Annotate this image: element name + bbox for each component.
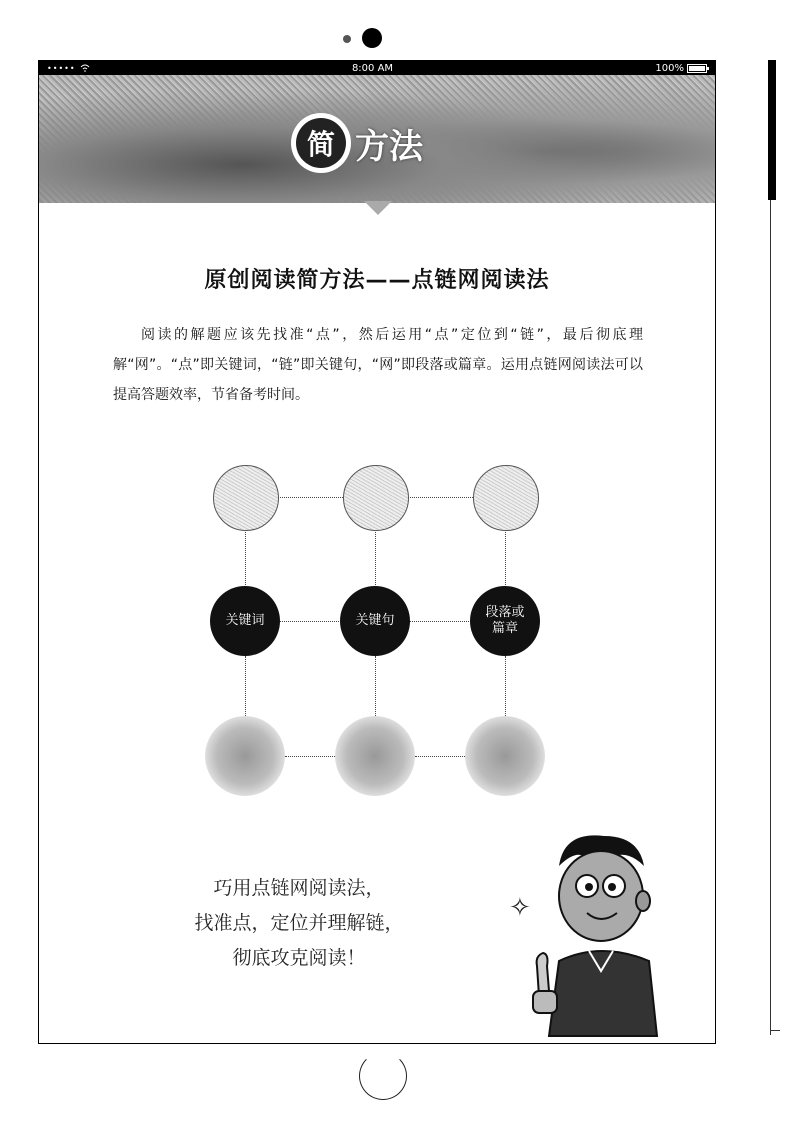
node-paragraph <box>470 586 540 656</box>
node-paragraph-line1: 段落或 <box>485 605 525 620</box>
cartoon-boy-illustration <box>519 821 669 1041</box>
status-time: 8:00 AM <box>351 62 394 74</box>
signal-icon: ••••• <box>47 63 76 73</box>
slogan-line-1: 巧用点链网阅读法， <box>213 877 385 899</box>
next-page-edge <box>768 60 776 200</box>
connector-line <box>245 656 246 716</box>
battery-icon <box>687 64 707 73</box>
top-node <box>343 465 409 531</box>
node-keyword-label: 关键词 <box>225 613 265 628</box>
home-button[interactable] <box>359 1052 407 1100</box>
node-key-sentence-label: 关键句 <box>355 613 395 628</box>
connector-line <box>505 529 506 587</box>
status-left <box>47 64 90 73</box>
node-keyword <box>210 586 280 656</box>
wifi-icon <box>80 64 90 72</box>
connector-line <box>505 656 506 716</box>
tablet-screen <box>38 60 716 1044</box>
status-bar <box>39 61 715 75</box>
header-banner <box>39 75 715 203</box>
banner-logo <box>291 113 423 173</box>
battery-indicator <box>655 63 707 74</box>
camera-lens <box>362 28 382 48</box>
node-key-sentence <box>340 586 410 656</box>
node-paragraph-label <box>485 605 524 637</box>
bottom-node <box>335 716 415 796</box>
slogan-line-2: 找准点，定位并理解链， <box>194 912 404 934</box>
banner-notch <box>364 201 392 215</box>
battery-percent: 100% <box>655 62 684 74</box>
connector-line <box>405 497 475 498</box>
connector-line <box>245 529 246 587</box>
bottom-node <box>465 716 545 796</box>
connector-line <box>375 656 376 716</box>
slogan-line-3: 彻底攻克阅读！ <box>232 947 366 969</box>
sparkle-icon: ✧ <box>509 893 531 923</box>
bottom-node <box>205 716 285 796</box>
connector-line <box>279 621 341 622</box>
dot-chain-net-diagram <box>39 461 715 821</box>
next-page-foot <box>770 1030 780 1031</box>
page-title: 原创阅读简方法——点链网阅读法 <box>204 268 550 293</box>
top-node <box>473 465 539 531</box>
logo-badge-char: 简 <box>296 118 346 168</box>
next-page-border <box>770 200 771 1035</box>
connector-line <box>275 497 345 498</box>
connector-line <box>409 621 471 622</box>
banner-word: 方法 <box>355 126 423 167</box>
logo-badge <box>291 113 351 173</box>
intro-paragraph: 阅读的解题应该先找准“点”，然后运用“点”定位到“链”，最后彻底理解“网”。“点”即关键词，“链”即关键句，“网”即段落或篇章。运用点链网阅读法可以提高答题效率，节省备考时间。 <box>113 327 643 403</box>
top-node <box>213 465 279 531</box>
slogan <box>139 871 459 976</box>
camera-dot-small <box>343 35 351 43</box>
node-paragraph-line2: 篇章 <box>491 621 518 636</box>
connector-line <box>375 529 376 587</box>
